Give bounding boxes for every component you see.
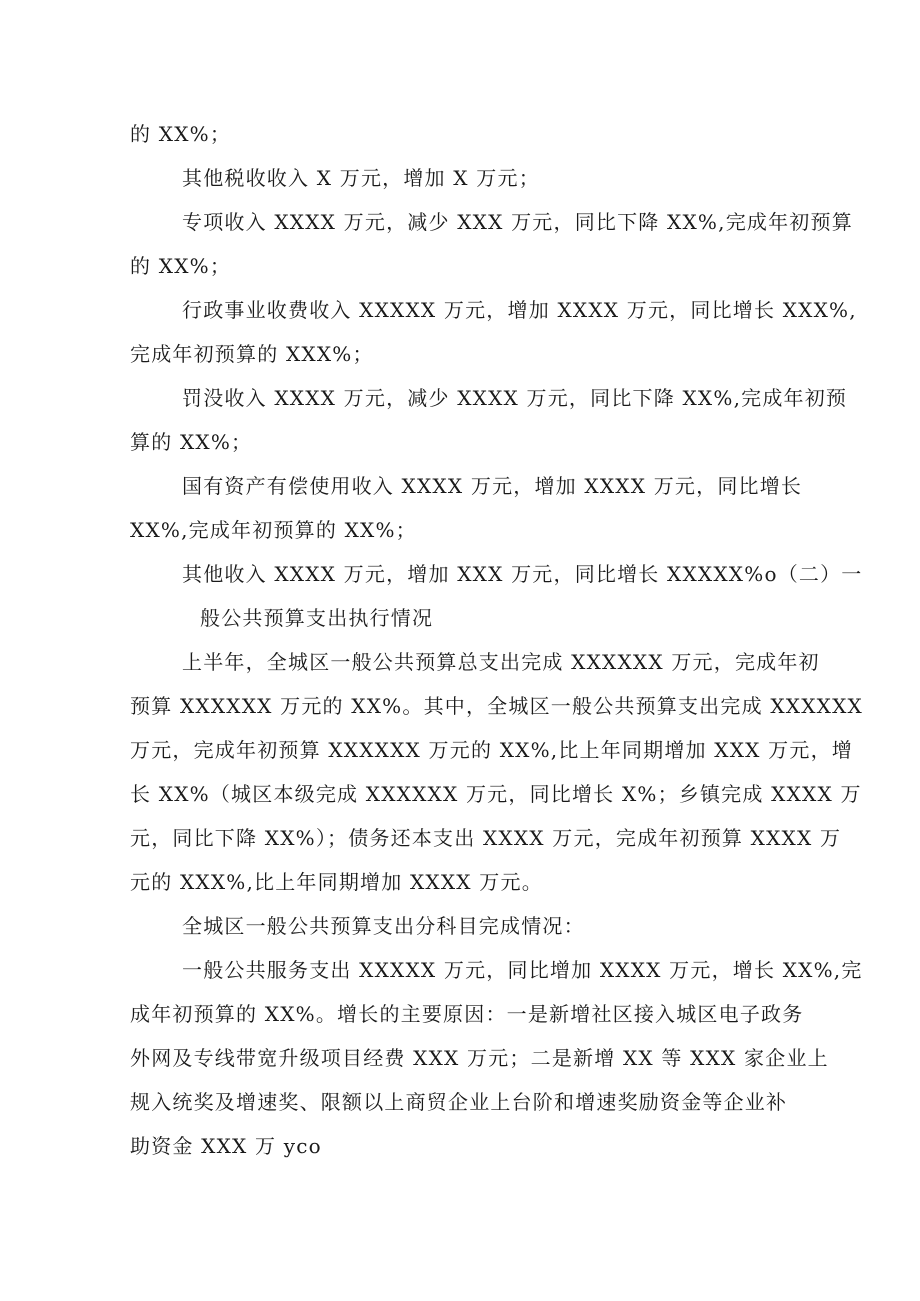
text-line: 的 XX%； (130, 122, 232, 146)
text-line: 元的 XXX%,比上年同期增加 XXXX 万元。 (130, 870, 543, 894)
text-line: 专项收入 XXXX 万元，减少 XXX 万元，同比下降 XX%,完成年初预算 (182, 210, 853, 234)
text-line: 上半年，全城区一般公共预算总支出完成 XXXXXX 万元，完成年初 (182, 650, 820, 674)
text-line: XX%,完成年初预算的 XX%； (130, 518, 417, 542)
text-line: 全城区一般公共预算支出分科目完成情况： (182, 914, 585, 938)
text-line: 助资金 XXX 万 yco (130, 1134, 322, 1158)
text-line: 元，同比下降 XX%）；债务还本支出 XXXX 万元，完成年初预算 XXXX 万 (130, 826, 842, 850)
text-line: 罚没收入 XXXX 万元，减少 XXXX 万元，同比下降 XX%,完成年初预 (182, 386, 848, 410)
text-line: 万元，完成年初预算 XXXXXX 万元的 XX%,比上年同期增加 XXX 万元，增 (130, 738, 853, 762)
text-line: 规入统奖及增速奖、限额以上商贸企业上台阶和增速奖励资金等企业补 (130, 1090, 788, 1114)
text-line: 其他税收收入 X 万元，增加 X 万元； (182, 166, 540, 190)
text-line: 一般公共服务支出 XXXXX 万元，同比增加 XXXX 万元，增长 XX%,完 (182, 958, 863, 982)
text-line: 的 XX%； (130, 254, 232, 278)
text-line: 行政事业收费收入 XXXXX 万元，增加 XXXX 万元，同比增长 XXX%, (182, 298, 857, 322)
text-line: 国有资产有偿使用收入 XXXX 万元，增加 XXXX 万元，同比增长 (182, 474, 803, 498)
text-line: 成年初预算的 XX%。增长的主要原因：一是新增社区接入城区电子政务 (130, 1002, 804, 1026)
text-line: 长 XX%（城区本级完成 XXXXXX 万元，同比增长 X%；乡镇完成 XXXX 万 (130, 782, 862, 806)
text-line: 其他收入 XXXX 万元，增加 XXX 万元，同比增长 XXXXX%o（二）一 (182, 562, 863, 586)
text-line: 完成年初预算的 XXX%； (130, 342, 374, 366)
text-line: 预算 XXXXXX 万元的 XX%。其中，全城区一般公共预算支出完成 XXXXXX (130, 694, 863, 718)
text-line: 外网及专线带宽升级项目经费 XXX 万元；二是新增 XX 等 XXX 家企业上 (130, 1046, 829, 1070)
text-line: 算的 XX%； (130, 430, 253, 454)
section-heading: 般公共预算支出执行情况 (200, 606, 434, 630)
